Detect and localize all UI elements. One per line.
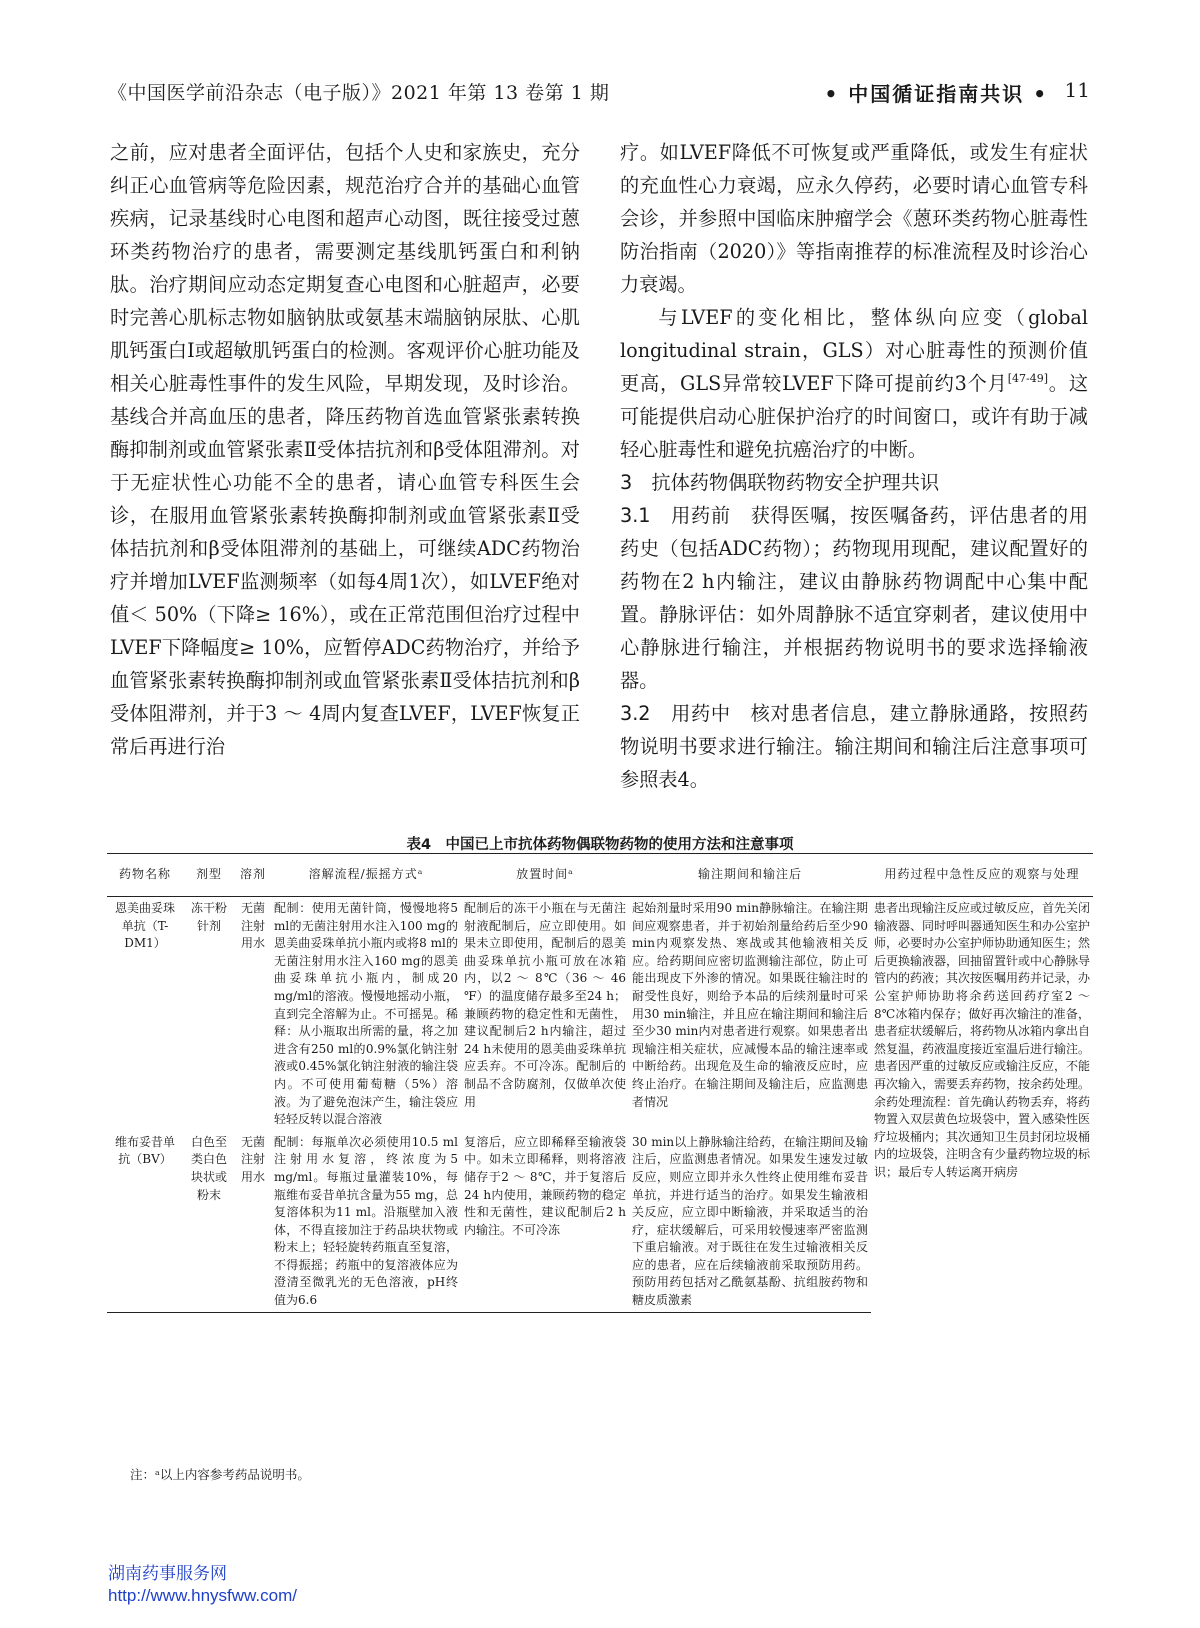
subsection-label: 3.2 用药中 [620, 702, 731, 725]
page-number: 11 [1064, 78, 1090, 102]
dosage-form: 白色至类白色块状或粉末 [183, 1131, 235, 1312]
header-cell: 药物名称 [107, 854, 183, 897]
header-cell: 输注期间和输注后 [629, 854, 871, 897]
watermark-site-name: 湖南药事服务网 [108, 1564, 227, 1583]
drug-name: 维布妥昔单抗（BV） [107, 1131, 183, 1312]
table-title: 表4 中国已上市抗体药物偶联物药物的使用方法和注意事项 [406, 837, 794, 853]
solvent: 无菌注射用水 [240, 901, 265, 951]
journal-title: 《中国医学前沿杂志（电子版）》2021 年第 13 卷第 1 期 [108, 82, 610, 104]
watermark-url: http://www.hnysfww.com/ [108, 1586, 297, 1605]
subsection-label: 3.1 用药前 [620, 504, 731, 527]
solvent: 无菌注射用水 [235, 1131, 271, 1312]
header-cell: 用药过程中急性反应的观察与处理 [871, 854, 1093, 897]
subsection-text: 核对患者信息，建立静脉通路，按照药物说明书要求进行输注。输注期间和输注后注意事项可参照表4。 [620, 702, 1089, 791]
drug-name: 恩美曲妥珠单抗（T-DM1） [114, 901, 175, 951]
watermark [108, 1563, 297, 1607]
infusion-notes: 30 min以上静脉输注给药，在输注期间及输注后，应监测患者情况。如果发生速发过敏反应，则应立即并永久性终止使用维布妥昔单抗，并进行适当的治疗。如果发生输液相关反应，应立即中断输液，并采取适当的治疗，症状缓解后，可采用较慢速率严密监测下重启输液。对于既往在发生过输液相关反应的患者，应在后续输液前采取预防用药。预防用药包括对乙酰氨基酚、抗组胺药物和糖皮质激素 [629, 1131, 871, 1312]
gls-text: 与LVEF的变化相比，整体纵向应变（global longitudinal strain，GLS）对心脏毒性的预测价值更高，GLS异常较LVEF下降可提前约3个月 [620, 306, 1088, 395]
citation-ref: [47-49] [1007, 372, 1048, 385]
body-paragraph: 疗。如LVEF降低不可恢复或严重降低，或发生有症状的充血性心力衰竭，应永久停药，必要时请心血管专科会诊，并参照中国临床肿瘤学会《蒽环类药物心脏毒性防治指南（2020）》等指南推荐的标准流程及时诊治心力衰竭。 [620, 141, 1088, 296]
header-cell: 剂型 [183, 854, 235, 897]
section-heading: 3 抗体药物偶联物药物安全护理共识 [620, 471, 940, 494]
left-column [110, 136, 580, 763]
body-paragraph: 之前，应对患者全面评估，包括个人史和家族史，充分纠正心血管病等危险因素，规范治疗合并的基础心血管疾病，记录基线时心电图和超声心动图，既往接受过蒽环类药物治疗的患者，需要测定基线肌钙蛋白和利钠肽。治疗期间应动态定期复查心电图和心脏超声，必要时完善心肌标志物如脑钠肽或氨基末端脑钠尿肽、心肌肌钙蛋白I或超敏肌钙蛋白的检测。客观评价心脏功能及相关心脏毒性事件的发生风险，早期发现，及时诊治。基线合并高血压的患者，降压药物首选血管紧张素转换酶抑制剂或血管紧张素Ⅱ受体拮抗剂和β受体阻滞剂。对于无症状性心功能不全的患者，请心血管专科医生会诊，在服用血管紧张素转换酶抑制剂或血管紧张素Ⅱ受体拮抗剂和β受体阻滞剂的基础上，可继续ADC药物治疗并增加LVEF监测频率（如每4周1次），如LVEF绝对值＜ 50%（下降≥ 16%），或在正常范围但治疗过程中LVEF下降幅度≥ 10%，应暂停ADC药物治疗，并给予血管紧张素转换酶抑制剂或血管紧张素Ⅱ受体拮抗剂和β受体阻滞剂，并于3 ～ 4周内复查LVEF，LVEF恢复正常后再进行治 [110, 141, 580, 758]
section-name: • 中国循证指南共识 • [824, 82, 1048, 106]
table-note: 注：ᵃ以上内容参考药品说明书。 [130, 1467, 310, 1482]
dissolve-procedure: 配制：每瓶单次必须使用10.5 ml注射用水复溶，终浓度为5 mg/ml。每瓶过量灌装10%，每瓶维布妥昔单抗含量为55 mg，总复溶体积为11 ml。沿瓶壁加入液体，不得直接加注于药品块状物或粉末上；轻轻旋转药瓶直至复溶，不得振摇；药瓶中的复溶液体应为澄清至微乳光的无色溶液，pH终值为6.6 [271, 1131, 461, 1312]
acute-reaction-handling: 患者出现输注反应或过敏反应，首先关闭输液器、同时呼叫器通知医生和办公室护师，必要时办公室护师协助通知医生；然后更换输液器，回抽留置针或中心静脉导管内的药液；其次按医嘱用药并记录，办公室护师协助将余药送回药疗室2 ～ 8℃冰箱内保存；做好再次输注的准备，患者症状缓解后，将药物从冰箱内拿出自然复温，药液温度接近室温后进行输注。患者因严重的过敏反应或输注反应，不能再次输入，需要丢弃药物，按余药处理。余药处理流程：首先确认药物丢弃，将药物置入双层黄色垃圾袋中，置入感染性医疗垃圾桶内；其次通知卫生员封闭垃圾桶内的垃圾袋，注明含有少量药物垃圾的标识；最后专人转运离开病房 [874, 901, 1091, 1179]
subsection-3-1 [620, 499, 1088, 697]
page-header [108, 78, 1090, 118]
table-row [107, 897, 1093, 1131]
body-paragraph [620, 301, 1088, 466]
subsection-text: 获得医嘱，按医嘱备药，评估患者的用药史（包括ADC药物）；药物现用现配，建议配置好的药物在2 h内输注，建议由静脉药物调配中心集中配置。静脉评估：如外周静脉不适宜穿刺者，建议使用中心静脉进行输注，并根据药物说明书的要求选择输液器。 [620, 504, 1089, 692]
table-header-row [107, 854, 1093, 897]
dissolve-procedure: 配制：使用无菌针筒，慢慢地将5 ml的无菌注射用水注入100 mg的恩美曲妥珠单抗小瓶内或将8 ml的无菌注射用水注入160 mg的恩美曲妥珠单抗小瓶内，制成20 mg/ml的溶液。慢慢地摇动小瓶，直到完全溶解为止。不可摇晃。稀释：从小瓶取出所需的量，将之加进含有250 ml的0.9%氯化钠注射液或0.45%氯化钠注射液的输注袋内。不可使用葡萄糖（5%）溶液。为了避免泡沫产生，输注袋应轻轻反转以混合溶液 [274, 901, 458, 1127]
infusion-notes: 起始剂量时采用90 min静脉输注。在输注期间应观察患者，并于初始剂量给药后至少90 min内观察发热、寒战或其他输液相关反应。给药期间应密切监测输注部位，防止可能出现皮下外渗的情况。如果既往输注时的耐受性良好，则给予本品的后续剂量时可采用30 min输注，并且应在输注期间和输注后至少30 min内对患者进行观察。如果患者出现输注相关症状，应减慢本品的输注速率或中断给药。出现危及生命的输液反应时，应终止治疗。在输注期间及输注后，应监测患者情况 [632, 901, 868, 1109]
storage-time: 配制后的冻干小瓶在与无菌注射液配制后，应立即使用。如果未立即使用，配制后的恩美曲妥珠单抗小瓶可放在冰箱内，以2 ～ 8℃（36 ～ 46 ℉）的温度储存最多至24 h；兼顾药物的稳定性和无菌性，建议配制后2 h内输注，超过24 h未使用的恩美曲妥珠单抗应丢弃。不可冷冻。配制后的制品不含防腐剂，仅做单次使用 [464, 901, 626, 1109]
storage-time: 复溶后，应立即稀释至输液袋中。如未立即稀释，则将溶液储存于2 ～ 8℃，并于复溶后24 h内使用，兼顾药物的稳定性和无菌性，建议配制后2 h内输注。不可冷冻 [461, 1131, 629, 1312]
header-cell: 放置时间ᵃ [461, 854, 629, 897]
subsection-3-2 [620, 697, 1088, 796]
medication-table [107, 853, 1093, 1313]
gls-text-end: 。这可能提供启动心脏保护治疗的时间窗口，或许有助于减轻心脏毒性和避免抗癌治疗的中断。 [620, 372, 1089, 461]
dosage-form: 冻干粉针剂 [190, 901, 227, 933]
header-cell: 溶解流程/振摇方式ᵃ [271, 854, 461, 897]
header-cell: 溶剂 [235, 854, 271, 897]
right-column [620, 136, 1088, 796]
